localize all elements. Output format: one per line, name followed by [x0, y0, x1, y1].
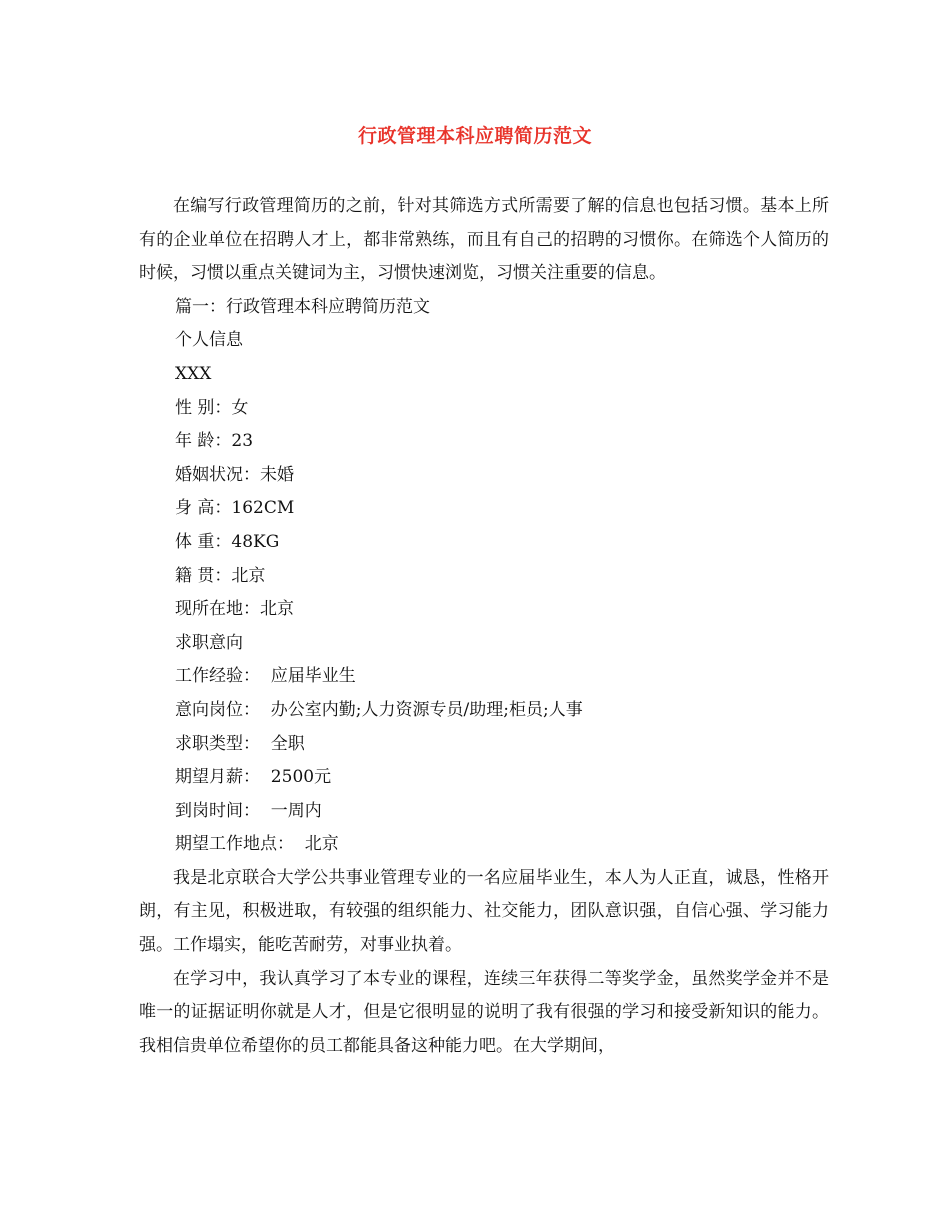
study-paragraph: 在学习中，我认真学习了本专业的课程，连续三年获得二等奖学金，虽然奖学金并不是唯一的证据证明你就是人才，但是它很明显的说明了我有很强的学习和接受新知识的能力。我相信贵单位希望你的员工都能具备这种能力吧。在大学期间， — [139, 968, 829, 1056]
start-time-line: 到岗时间： 一周内 — [175, 800, 322, 821]
intro-paragraph: 在编写行政管理简历的之前，针对其筛选方式所需要了解的信息也包括习惯。基本上所有的企业单位在招聘人才上，都非常熟练，而且有自己的招聘的习惯你。在筛选个人简历的时候，习惯以重点关键词为主，习惯快速浏览，习惯关注重要的信息。 — [139, 196, 829, 284]
gender-line: 性 别：女 — [175, 397, 249, 418]
personal-info-heading: 个人信息 — [175, 330, 243, 351]
document-title: 行政管理本科应聘简历范文 — [357, 125, 592, 147]
expected-salary-line: 期望月薪： 2500元 — [175, 767, 332, 788]
work-experience-line: 工作经验： 应届毕业生 — [175, 666, 356, 687]
job-intention-heading: 求职意向 — [175, 632, 243, 653]
marital-status-line: 婚姻状况：未婚 — [175, 464, 294, 485]
desired-position-line: 意向岗位： 办公室内勤;人力资源专员/助理;柜员;人事 — [175, 699, 583, 720]
native-place-line: 籍 贯：北京 — [175, 565, 266, 586]
section-heading: 篇一：行政管理本科应聘简历范文 — [175, 296, 430, 317]
self-evaluation-paragraph: 我是北京联合大学公共事业管理专业的一名应届毕业生，本人为人正直，诚恳，性格开朗，有主见，积极进取，有较强的组织能力、社交能力，团队意识强，自信心强、学习能力强。工作塌实，能吃苦耐劳，对事业执着。 — [139, 867, 829, 956]
document-body — [139, 190, 829, 1063]
weight-line: 体 重：48KG — [175, 531, 280, 552]
name-line: XXX — [175, 363, 212, 384]
job-type-line: 求职类型： 全职 — [175, 733, 305, 754]
height-line: 身 高：162CM — [175, 498, 295, 519]
age-line: 年 龄：23 — [175, 431, 254, 452]
current-location-line: 现所在地：北京 — [175, 599, 294, 620]
expected-location-line: 期望工作地点： 北京 — [175, 834, 339, 855]
